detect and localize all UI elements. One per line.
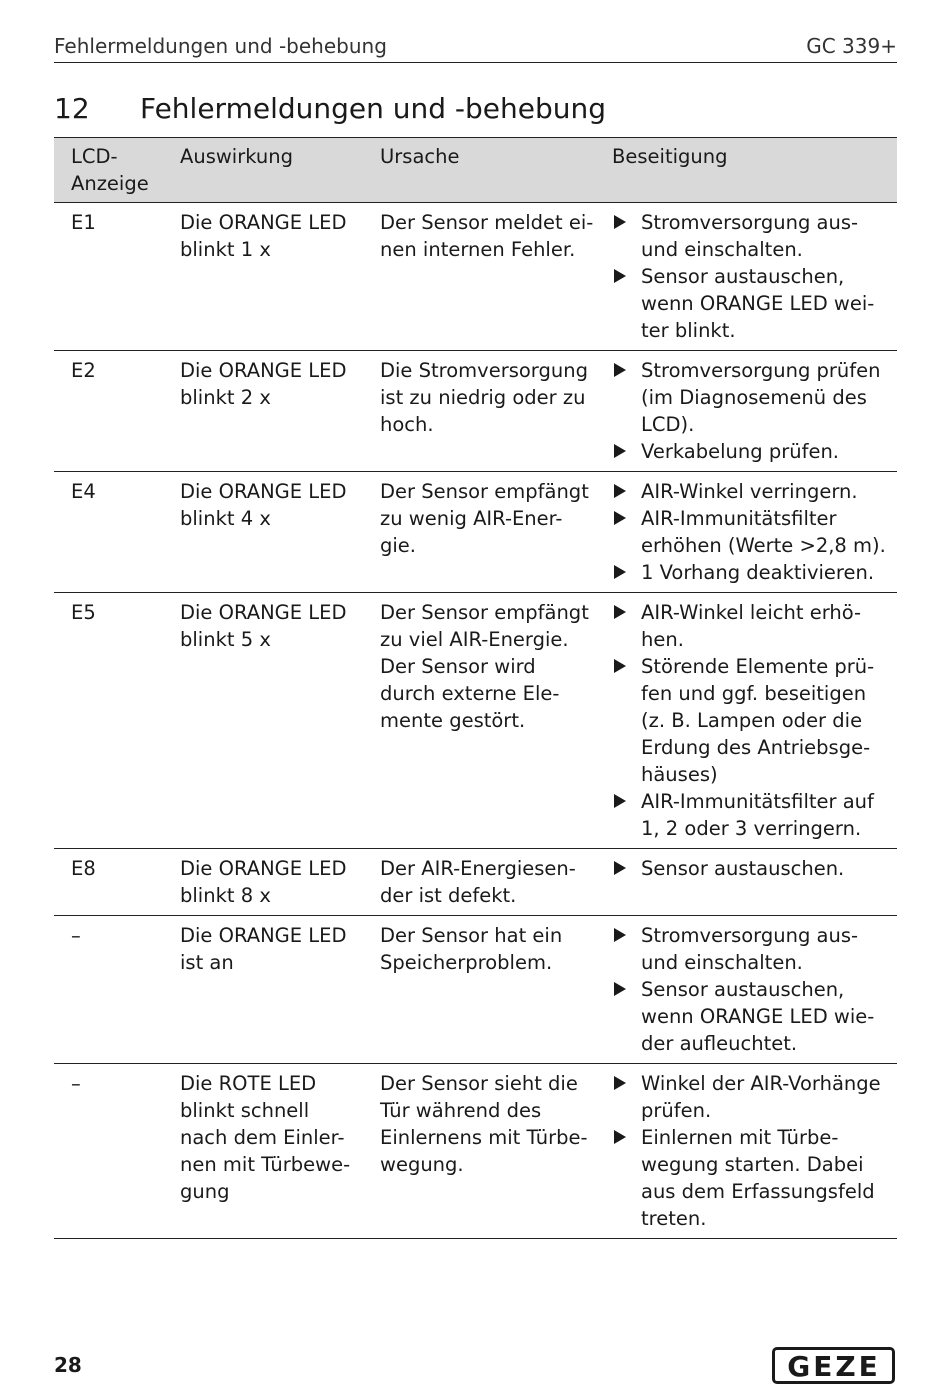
remedy-step-text: Sensor austauschen. (641, 857, 845, 880)
remedy-steps-list (612, 599, 887, 842)
chapter-heading (54, 92, 606, 125)
remedy-step (612, 788, 887, 842)
page-number: 28 (54, 1353, 82, 1377)
lcd-code-cell: E5 (54, 593, 180, 849)
remedy-cell (612, 916, 897, 1064)
lcd-code-cell: – (54, 1064, 180, 1239)
cause-cell: Der AIR-Energiesen- der ist defekt. (380, 849, 612, 916)
remedy-cell (612, 351, 897, 472)
column-header-effect: Auswirkung (180, 138, 380, 203)
table-row (54, 472, 897, 593)
header-product-name: GC 339+ (806, 34, 897, 58)
remedy-step-text: AIR-Immunitätsfilter erhöhen (Werte >2,8 m). (641, 507, 886, 557)
triangle-right-icon (614, 363, 626, 377)
table-row (54, 849, 897, 916)
triangle-right-icon (614, 511, 626, 525)
cause-cell: Die Stromversorgung ist zu niedrig oder zu hoch. (380, 351, 612, 472)
remedy-step (612, 922, 887, 976)
effect-cell: Die ORANGE LED blinkt 5 x (180, 593, 380, 849)
cause-cell: Der Sensor empfängt zu wenig AIR-Ener- gie. (380, 472, 612, 593)
remedy-steps-list (612, 209, 887, 344)
remedy-step (612, 653, 887, 788)
remedy-step (612, 505, 887, 559)
triangle-right-icon (614, 794, 626, 808)
remedy-step (612, 438, 887, 465)
effect-cell: Die ORANGE LED blinkt 8 x (180, 849, 380, 916)
remedy-cell (612, 1064, 897, 1239)
remedy-step (612, 855, 887, 882)
effect-cell: Die ORANGE LED ist an (180, 916, 380, 1064)
table-row (54, 593, 897, 849)
remedy-step (612, 209, 887, 263)
error-table (54, 137, 897, 1239)
cause-cell: Der Sensor empfängt zu viel AIR-Energie. Der Sensor wird durch externe Ele- mente gestört. (380, 593, 612, 849)
effect-cell: Die ROTE LED blinkt schnell nach dem Einler- nen mit Türbewe- gung (180, 1064, 380, 1239)
table-row (54, 916, 897, 1064)
remedy-cell (612, 593, 897, 849)
remedy-step-text: Winkel der AIR-Vorhänge prüfen. (641, 1072, 881, 1122)
effect-cell: Die ORANGE LED blinkt 1 x (180, 203, 380, 351)
column-header-lcd: LCD- Anzeige (54, 138, 180, 203)
triangle-right-icon (614, 484, 626, 498)
remedy-steps-list (612, 357, 887, 465)
remedy-step-text: Stromversorgung aus- und einschalten. (641, 211, 859, 261)
triangle-right-icon (614, 444, 626, 458)
effect-cell: Die ORANGE LED blinkt 4 x (180, 472, 380, 593)
triangle-right-icon (614, 565, 626, 579)
cause-cell: Der Sensor sieht die Tür während des Einlernens mit Türbe- wegung. (380, 1064, 612, 1239)
table-header-row (54, 138, 897, 203)
triangle-right-icon (614, 928, 626, 942)
remedy-step-text: AIR-Winkel verringern. (641, 480, 858, 503)
remedy-step (612, 357, 887, 438)
remedy-cell (612, 472, 897, 593)
remedy-step (612, 599, 887, 653)
remedy-step (612, 1124, 887, 1232)
triangle-right-icon (614, 269, 626, 283)
lcd-code-cell: E8 (54, 849, 180, 916)
triangle-right-icon (614, 605, 626, 619)
column-header-remedy: Beseitigung (612, 138, 897, 203)
triangle-right-icon (614, 1130, 626, 1144)
remedy-steps-list (612, 478, 887, 586)
column-header-cause: Ursache (380, 138, 612, 203)
remedy-cell (612, 849, 897, 916)
remedy-steps-list (612, 855, 887, 882)
chapter-number: 12 (54, 92, 90, 125)
running-header (54, 34, 897, 63)
remedy-step-text: Stromversorgung prüfen (im Diagnosemenü des LCD). (641, 359, 881, 436)
remedy-step-text: Stromversorgung aus- und einschalten. (641, 924, 859, 974)
triangle-right-icon (614, 215, 626, 229)
remedy-step-text: 1 Vorhang deaktivieren. (641, 561, 875, 584)
geze-logo (772, 1347, 895, 1384)
table-row (54, 351, 897, 472)
table-row (54, 1064, 897, 1239)
remedy-step-text: AIR-Winkel leicht erhö- hen. (641, 601, 862, 651)
lcd-code-cell: E2 (54, 351, 180, 472)
remedy-step (612, 976, 887, 1057)
lcd-code-cell: – (54, 916, 180, 1064)
table-row (54, 203, 897, 351)
remedy-steps-list (612, 1070, 887, 1232)
remedy-step (612, 263, 887, 344)
header-section-title: Fehlermeldungen und -behebung (54, 34, 387, 58)
remedy-step-text: Einlernen mit Türbe- wegung starten. Dabei aus dem Erfassungsfeld treten. (641, 1126, 875, 1230)
effect-cell: Die ORANGE LED blinkt 2 x (180, 351, 380, 472)
remedy-step (612, 478, 887, 505)
triangle-right-icon (614, 659, 626, 673)
remedy-step (612, 559, 887, 586)
triangle-right-icon (614, 861, 626, 875)
cause-cell: Der Sensor meldet ei- nen internen Fehler. (380, 203, 612, 351)
triangle-right-icon (614, 982, 626, 996)
remedy-step-text: Verkabelung prüfen. (641, 440, 839, 463)
remedy-step-text: AIR-Immunitätsfilter auf 1, 2 oder 3 verringern. (641, 790, 874, 840)
remedy-step-text: Sensor austauschen, wenn ORANGE LED wei- ter blinkt. (641, 265, 875, 342)
geze-logo-mark (780, 1352, 888, 1379)
chapter-title: Fehlermeldungen und -behebung (140, 92, 607, 125)
remedy-steps-list (612, 922, 887, 1057)
remedy-cell (612, 203, 897, 351)
lcd-code-cell: E1 (54, 203, 180, 351)
lcd-code-cell: E4 (54, 472, 180, 593)
remedy-step-text: Sensor austauschen, wenn ORANGE LED wie- der aufleuchtet. (641, 978, 875, 1055)
cause-cell: Der Sensor hat ein Speicherproblem. (380, 916, 612, 1064)
remedy-step (612, 1070, 887, 1124)
remedy-step-text: Störende Elemente prü- fen und ggf. beseitigen (z. B. Lampen oder die Erdung des Antriebsge- häuses) (641, 655, 875, 786)
svg-text:GEZE: GEZE (786, 1352, 881, 1379)
triangle-right-icon (614, 1076, 626, 1090)
